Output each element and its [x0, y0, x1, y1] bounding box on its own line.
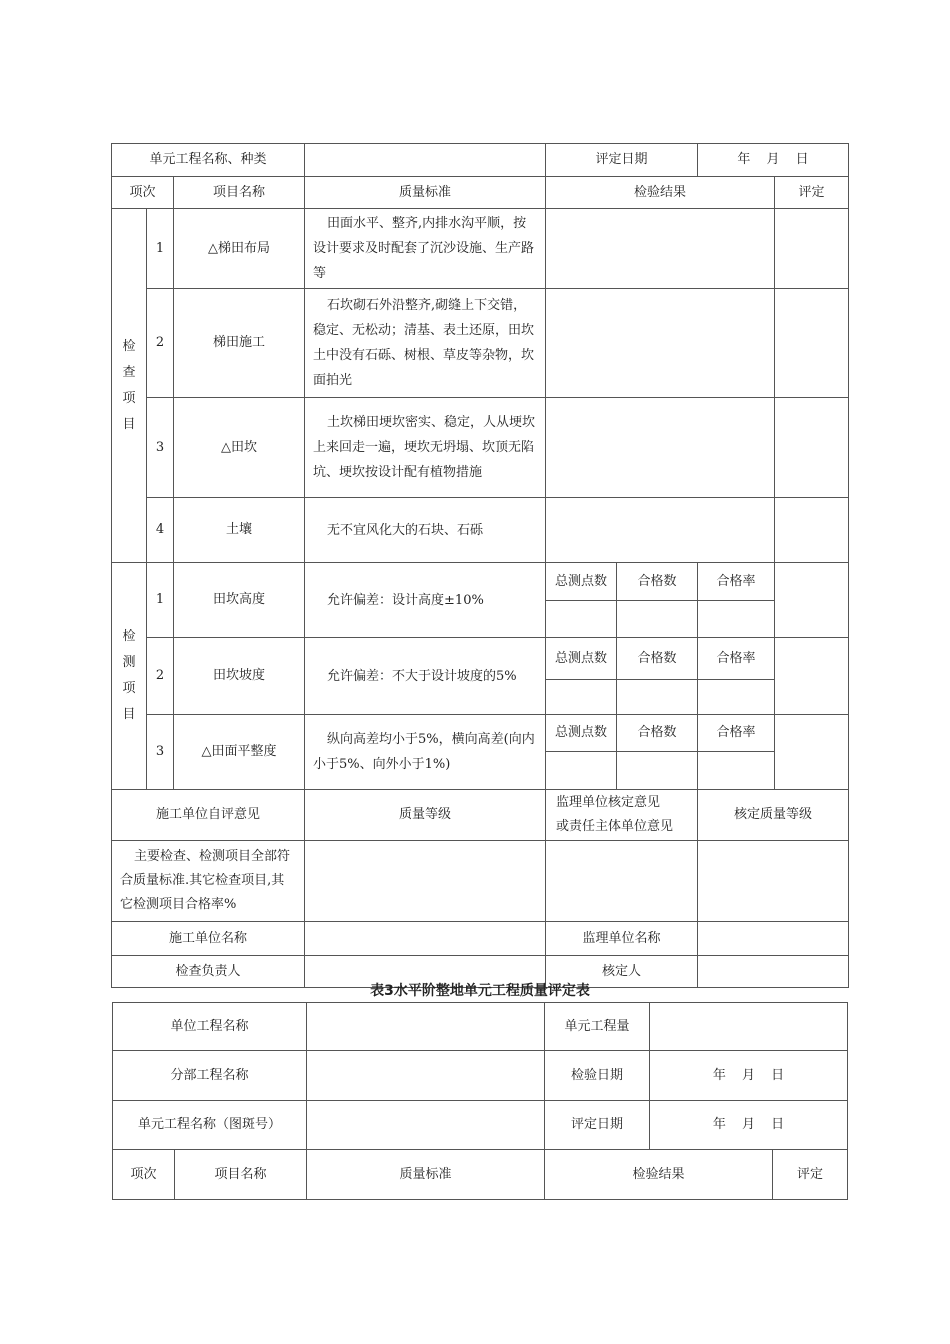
- unit-name-value-2[interactable]: [307, 1101, 545, 1150]
- col-result: 检验结果: [546, 177, 775, 209]
- contractor-name-value[interactable]: [305, 922, 546, 956]
- inspection-item-rating[interactable]: [775, 289, 849, 398]
- total-points-header: 总测点数: [546, 715, 617, 752]
- unit-name-label: 单元工程名称、种类: [112, 144, 305, 177]
- inspection-item-name: 土壤: [174, 498, 305, 563]
- inspection-item-rating[interactable]: [775, 398, 849, 498]
- pass-rate-value[interactable]: [698, 680, 775, 715]
- inspection-item-standard: 无不宜风化大的石块、石砾: [305, 498, 546, 563]
- total-points-value[interactable]: [546, 680, 617, 715]
- col-result-2: 检验结果: [545, 1150, 773, 1200]
- passed-count-header: 合格数: [617, 638, 698, 680]
- sub-project-label: 分部工程名称: [113, 1051, 307, 1101]
- inspection-item-result[interactable]: [546, 498, 775, 563]
- inspection-item-no: 3: [147, 398, 174, 498]
- inspection-item-standard: 石坎砌石外沿整齐,砌缝上下交错，稳定、无松动；清基、表土还原，田坎土中没有石砾、树根、草皮等杂物，坎面拍光: [305, 289, 546, 398]
- inspection-item-standard: 田面水平、整齐,内排水沟平顺，按设计要求及时配套了沉沙设施、生产路等: [305, 209, 546, 289]
- table-title: 表3水平阶整地单元工程质量评定表: [370, 983, 590, 999]
- terrace-evaluation-table: [112, 1002, 848, 1200]
- measure-item-no: 1: [147, 563, 174, 638]
- quality-grade-label: 质量等级: [305, 790, 546, 841]
- total-points-header: 总测点数: [546, 563, 617, 601]
- inspection-item-no: 1: [147, 209, 174, 289]
- verifier-label: 核定人: [546, 956, 698, 988]
- inspection-item-rating[interactable]: [775, 209, 849, 289]
- unit-quantity-label: 单元工程量: [545, 1003, 650, 1051]
- passed-count-value[interactable]: [617, 601, 698, 638]
- measure-item-rating[interactable]: [775, 638, 849, 715]
- verified-grade-value[interactable]: [698, 841, 849, 922]
- self-eval-label: 施工单位自评意见: [112, 790, 305, 841]
- measure-item-name: △田面平整度: [174, 715, 305, 790]
- measure-item-no: 3: [147, 715, 174, 790]
- eval-date-label: 评定日期: [546, 144, 698, 177]
- inspection-item-result[interactable]: [546, 209, 775, 289]
- measure-item-name: 田坎高度: [174, 563, 305, 638]
- measure-item-no: 2: [147, 638, 174, 715]
- inspection-item-name: △梯田布局: [174, 209, 305, 289]
- supervisor-opinion-value[interactable]: [546, 841, 698, 922]
- pass-rate-value[interactable]: [698, 601, 775, 638]
- inspection-item-name: △田坎: [174, 398, 305, 498]
- eval-date-label-2: 评定日期: [545, 1101, 650, 1150]
- inspect-date-value[interactable]: 年 月 日: [650, 1051, 848, 1101]
- col-standard-2: 质量标准: [307, 1150, 545, 1200]
- quality-grade-value[interactable]: [305, 841, 546, 922]
- inspector-label: 检查负责人: [112, 956, 305, 988]
- supervisor-name-value[interactable]: [698, 922, 849, 956]
- total-points-value[interactable]: [546, 601, 617, 638]
- col-standard: 质量标准: [305, 177, 546, 209]
- col-item-name: 项目名称: [174, 177, 305, 209]
- quality-evaluation-table: [111, 143, 849, 988]
- col-item-no: 项次: [112, 177, 174, 209]
- total-points-value[interactable]: [546, 752, 617, 790]
- supervisor-name-label: 监理单位名称: [546, 922, 698, 956]
- verified-grade-label: 核定质量等级: [698, 790, 849, 841]
- inspection-item-no: 4: [147, 498, 174, 563]
- eval-date-value-2[interactable]: 年 月 日: [650, 1101, 848, 1150]
- inspect-date-label: 检验日期: [545, 1051, 650, 1101]
- measure-item-standard: 允许偏差：不大于设计坡度的5%: [305, 638, 546, 715]
- unit-quantity-value[interactable]: [650, 1003, 848, 1051]
- inspection-group-label: 检 查 项 目: [112, 209, 147, 563]
- col-rating: 评定: [775, 177, 849, 209]
- unit-project-label: 单位工程名称: [113, 1003, 307, 1051]
- sub-project-value[interactable]: [307, 1051, 545, 1101]
- measure-item-name: 田坎坡度: [174, 638, 305, 715]
- supervisor-opinion-label: 监理单位核定意见 或责任主体单位意见: [546, 790, 698, 841]
- passed-count-header: 合格数: [617, 715, 698, 752]
- measure-item-rating[interactable]: [775, 563, 849, 638]
- unit-project-value[interactable]: [307, 1003, 545, 1051]
- measure-group-label: 检 测 项 目: [112, 563, 147, 790]
- inspection-item-no: 2: [147, 289, 174, 398]
- inspection-item-rating[interactable]: [775, 498, 849, 563]
- measure-item-standard: 纵向高差均小于5%，横向高差(向内小于5%、向外小于1%): [305, 715, 546, 790]
- inspection-item-standard: 土坎梯田埂坎密实、稳定，人从埂坎上来回走一遍，埂坎无坍塌、坎顶无陷坑、埂坎按设计配有植物措施: [305, 398, 546, 498]
- col-rating-2: 评定: [773, 1150, 848, 1200]
- col-item-no-2: 项次: [113, 1150, 175, 1200]
- col-item-name-2: 项目名称: [175, 1150, 307, 1200]
- pass-rate-header: 合格率: [698, 715, 775, 752]
- passed-count-value[interactable]: [617, 680, 698, 715]
- passed-count-value[interactable]: [617, 752, 698, 790]
- measure-item-standard: 允许偏差：设计高度±10%: [305, 563, 546, 638]
- inspection-item-result[interactable]: [546, 398, 775, 498]
- contractor-name-label: 施工单位名称: [112, 922, 305, 956]
- total-points-header: 总测点数: [546, 638, 617, 680]
- unit-name-value[interactable]: [305, 144, 546, 177]
- measure-item-rating[interactable]: [775, 715, 849, 790]
- self-eval-text[interactable]: 主要检查、检测项目全部符合质量标准.其它检查项目,其它检测项目合格率%: [112, 841, 305, 922]
- inspection-item-result[interactable]: [546, 289, 775, 398]
- pass-rate-value[interactable]: [698, 752, 775, 790]
- eval-date-value[interactable]: 年 月 日: [698, 144, 849, 177]
- pass-rate-header: 合格率: [698, 563, 775, 601]
- unit-name-label-2: 单元工程名称（图斑号）: [113, 1101, 307, 1150]
- pass-rate-header: 合格率: [698, 638, 775, 680]
- inspection-item-name: 梯田施工: [174, 289, 305, 398]
- passed-count-header: 合格数: [617, 563, 698, 601]
